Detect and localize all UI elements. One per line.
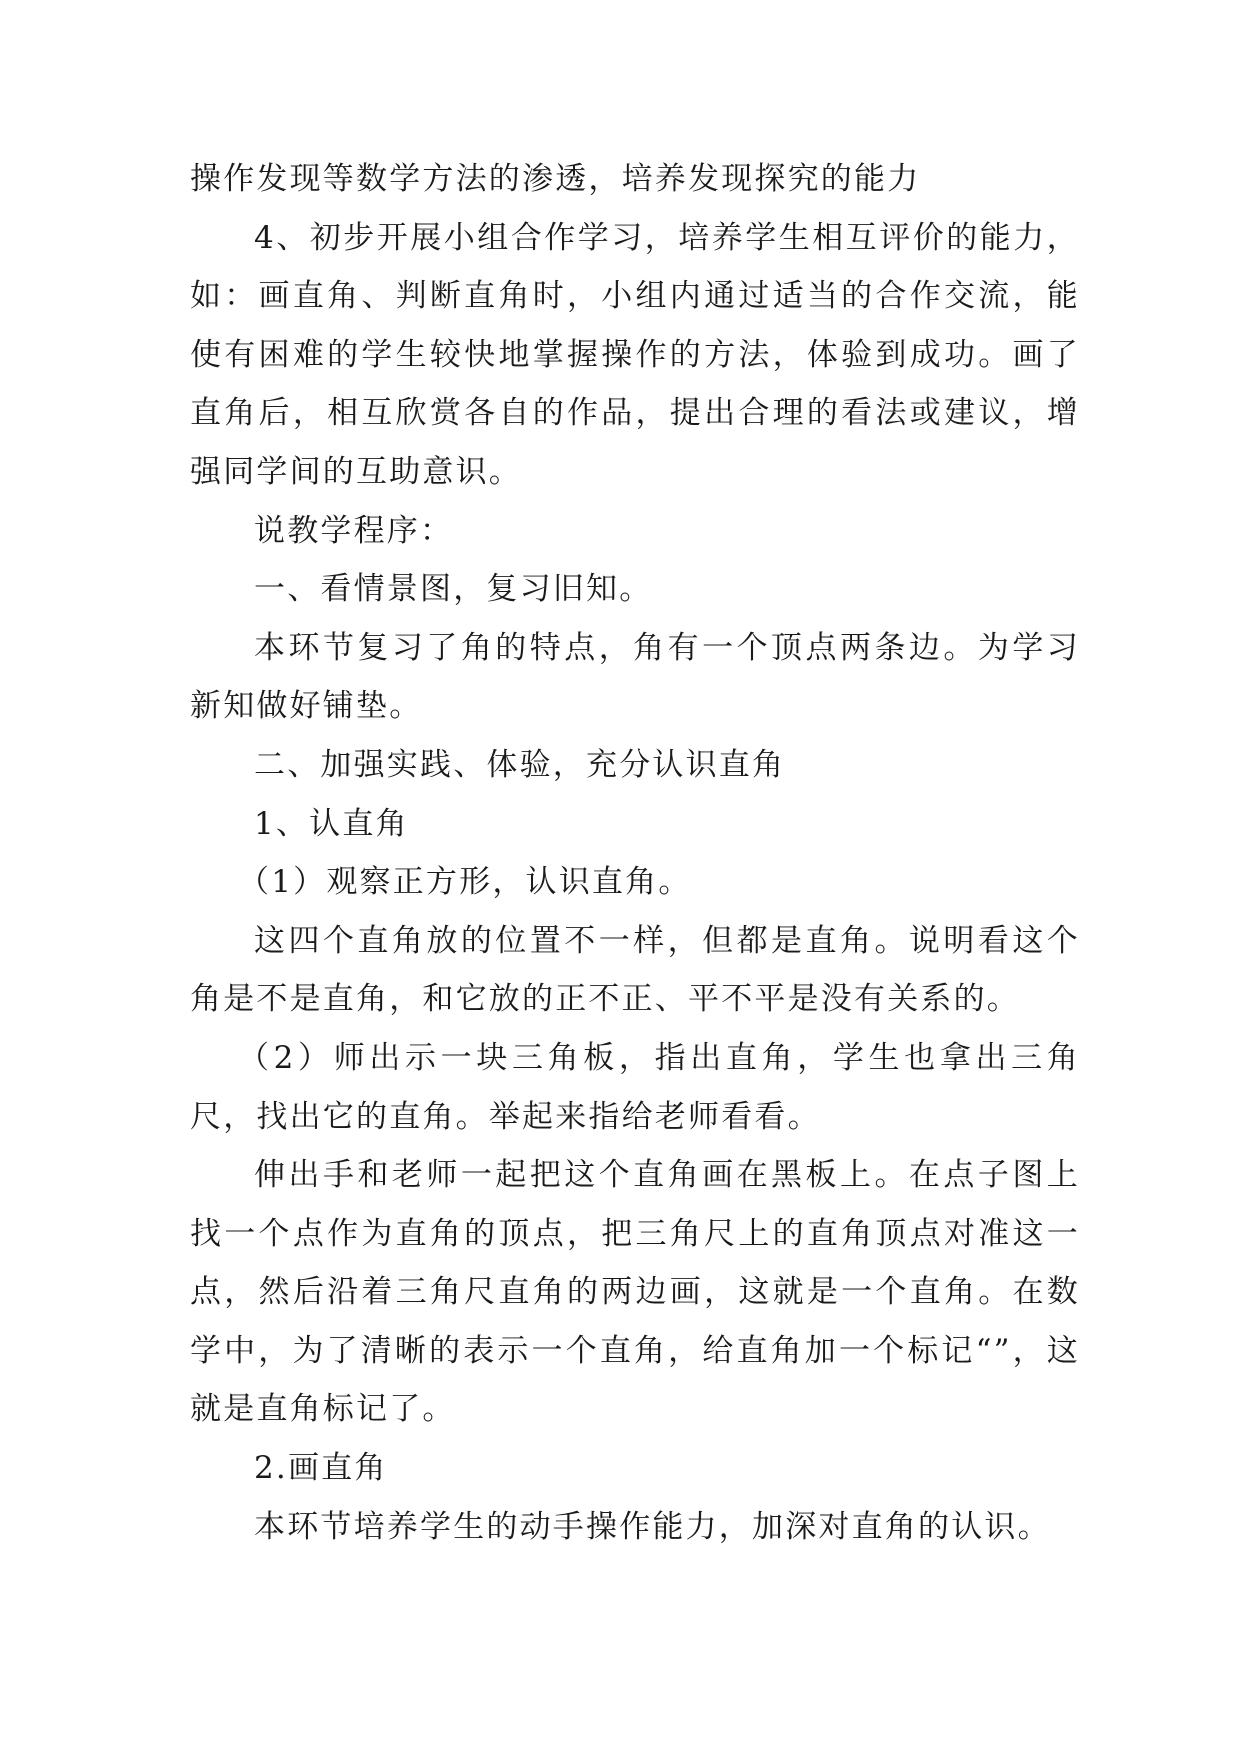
section-heading: 二、加强实践、体验，充分认识直角 (254, 746, 786, 783)
paragraph: 伸出手和老师一起把这个直角画在黑板上。在点子图上找一个点作为直角的顶点，把三角尺上的直角顶点对准这一点，然后沿着三角尺直角的两边画，这就是一个直角。在数学中，为了清晰的表示一个直角，给直角加一个标记“”，这就是直角标记了。 (190, 1157, 1080, 1428)
section-heading: 说教学程序： (254, 512, 454, 549)
document-body (190, 150, 1080, 1556)
subsection-heading: 2.画直角 (254, 1450, 388, 1487)
paragraph: 4、初步开展小组合作学习，培养学生相互评价的能力，如：画直角、判断直角时，小组内通过适当的合作交流，能使有困难的学生较快地掌握操作的方法，体验到成功。画了直角后，相互欣赏各自的作品，提出合理的看法或建议，增强同学间的互助意识。 (190, 219, 1080, 490)
paragraph: 本环节复习了角的特点，角有一个顶点两条边。为学习新知做好铺垫。 (190, 629, 1080, 725)
list-item: （1）观察正方形，认识直角。 (238, 864, 692, 901)
section-heading: 一、看情景图，复习旧知。 (254, 571, 653, 608)
list-item: （2）师出示一块三角板，指出直角，学生也拿出三角尺，找出它的直角。举起来指给老师看看。 (190, 1039, 1080, 1135)
paragraph: 这四个直角放的位置不一样，但都是直角。说明看这个角是不是直角，和它放的正不正、平不平是没有关系的。 (190, 922, 1080, 1018)
paragraph: 本环节培养学生的动手操作能力，加深对直角的认识。 (254, 1508, 1051, 1545)
paragraph: 操作发现等数学方法的渗透，培养发现探究的能力 (190, 161, 921, 197)
subsection-heading: 1、认直角 (254, 805, 409, 842)
